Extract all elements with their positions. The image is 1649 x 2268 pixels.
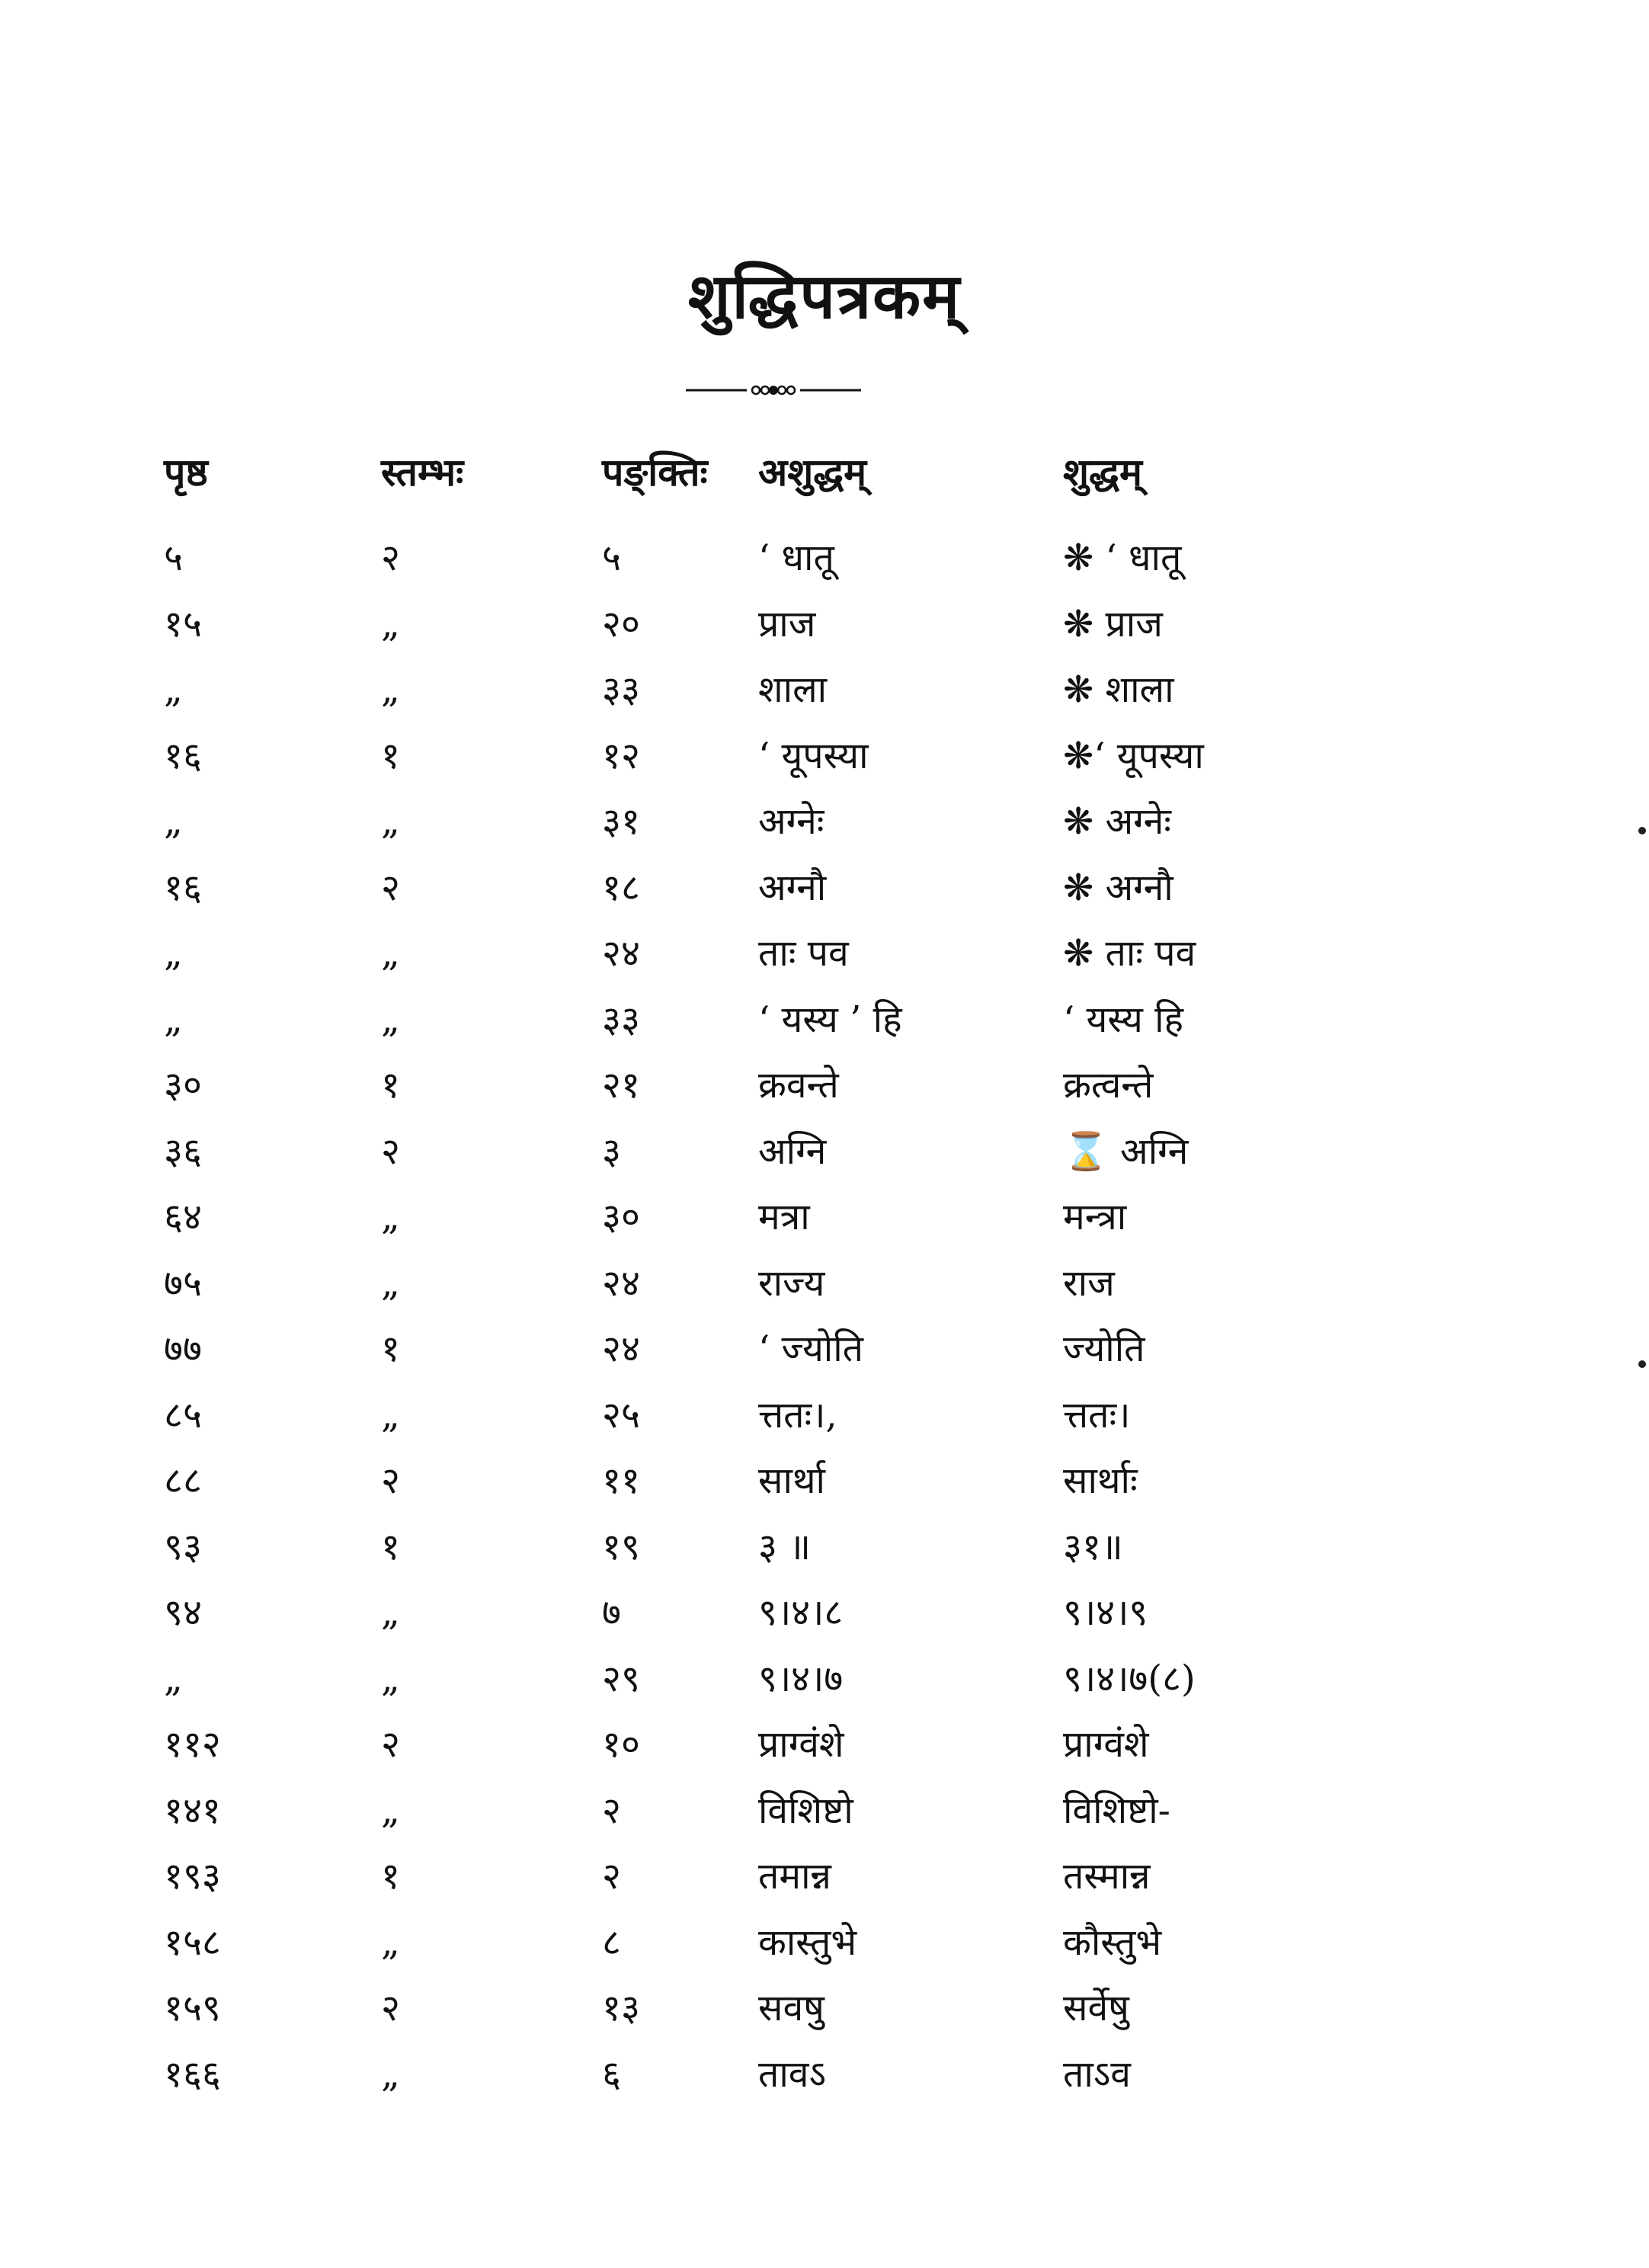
cell-correct: तस्मान्न: [1063, 1855, 1151, 1898]
cell-page: „: [164, 932, 183, 975]
cell-column: २: [381, 1459, 400, 1502]
header-line: पङ्क्तिः: [602, 450, 708, 495]
cell-column: „: [381, 1657, 400, 1700]
table-row: [0, 1780, 1649, 1841]
cell-line: २०: [602, 602, 640, 645]
table-row: [0, 1978, 1649, 2039]
cell-incorrect: सवषु: [758, 1987, 824, 2029]
cell-column: „: [381, 668, 400, 711]
margin-speck: [1638, 1360, 1646, 1368]
table-row: [0, 857, 1649, 918]
cell-correct: क्रत्वन्ते: [1063, 1064, 1154, 1107]
cell-correct: ताऽव: [1063, 2052, 1131, 2096]
title-ornament: [686, 381, 861, 399]
cell-column: „: [381, 932, 400, 975]
cell-incorrect: त्ततः।,: [758, 1393, 837, 1437]
cell-incorrect: तावऽ: [758, 2052, 826, 2096]
cell-column: १: [381, 1525, 400, 1568]
cell-column: „: [381, 602, 400, 645]
table-row: [0, 1121, 1649, 1182]
cell-correct: ❋‘ यूपस्या: [1063, 734, 1204, 777]
cell-line: १३: [602, 1987, 640, 2029]
cell-page: १६: [164, 734, 202, 777]
cell-column: „: [381, 1789, 400, 1832]
cell-incorrect: ३ ॥: [758, 1525, 811, 1568]
cell-line: २५: [602, 1393, 640, 1437]
cell-line: १९: [602, 1525, 640, 1568]
cell-page: ८५: [164, 1393, 202, 1437]
table-row: [0, 1385, 1649, 1446]
table-row: [0, 659, 1649, 720]
cell-line: ३०: [602, 1196, 640, 1238]
cell-line: ३३: [602, 998, 640, 1041]
cell-column: „: [381, 2052, 400, 2096]
cell-page: ३६: [164, 1129, 202, 1173]
cell-incorrect: क्रवन्ते: [758, 1064, 839, 1107]
cell-page: ९४: [164, 1591, 202, 1634]
cell-incorrect: अग्नेः: [758, 800, 824, 843]
cell-incorrect: प्राज: [758, 602, 816, 645]
cell-incorrect: राज्य: [758, 1261, 825, 1305]
cell-page: १४१: [164, 1789, 221, 1832]
cell-correct: ❋ शाला: [1063, 668, 1174, 711]
cell-incorrect: शाला: [758, 668, 828, 711]
cell-incorrect: ‘ यूपस्या: [758, 734, 869, 777]
cell-correct: ३१॥: [1063, 1525, 1123, 1568]
table-row: [0, 923, 1649, 984]
cell-page: „: [164, 668, 183, 711]
cell-line: २४: [602, 1328, 640, 1370]
cell-page: ९३: [164, 1525, 202, 1568]
cell-line: ३१: [602, 800, 640, 843]
table-row: [0, 1187, 1649, 1248]
header-column: स्तम्भः: [381, 450, 464, 495]
cell-line: २९: [602, 1657, 640, 1700]
cell-page: १६६: [164, 2052, 221, 2096]
table-row: [0, 1714, 1649, 1775]
cell-incorrect: कास्तुभे: [758, 1920, 857, 1964]
table-row: [0, 791, 1649, 852]
cell-correct: ज्योति: [1063, 1328, 1145, 1370]
table-row: [0, 527, 1649, 588]
cell-page: १६: [164, 866, 202, 909]
table-row: [0, 989, 1649, 1050]
cell-line: २१: [602, 1064, 640, 1107]
cell-incorrect: तमान्न: [758, 1855, 831, 1898]
cell-page: ७५: [164, 1261, 202, 1305]
cell-column: „: [381, 1261, 400, 1305]
cell-column: २: [381, 1987, 400, 2029]
cell-page: १५८: [164, 1920, 221, 1964]
cell-page: १९३: [164, 1855, 221, 1898]
cell-correct: ९।४।९: [1063, 1591, 1148, 1634]
table-row: [0, 594, 1649, 655]
cell-column: २: [381, 1129, 400, 1173]
cell-incorrect: अग्नि: [758, 1129, 827, 1173]
cell-column: „: [381, 1196, 400, 1238]
table-row: [0, 1517, 1649, 1578]
table-row: [0, 1055, 1649, 1116]
cell-column: „: [381, 998, 400, 1041]
cell-line: ७: [602, 1591, 621, 1634]
cell-incorrect: प्राग्वंशे: [758, 1723, 844, 1766]
cell-correct: ❋ ‘ धातू: [1063, 537, 1182, 579]
cell-correct: ‘ यस्य हि: [1063, 998, 1184, 1041]
cell-column: १: [381, 1328, 400, 1370]
cell-incorrect: ‘ धातू: [758, 537, 834, 579]
cell-page: ८८: [164, 1459, 202, 1502]
cell-line: ५: [602, 537, 621, 579]
cell-page: „: [164, 1657, 183, 1700]
cell-incorrect: ‘ ज्योति: [758, 1328, 864, 1370]
cell-column: „: [381, 800, 400, 843]
cell-line: १२: [602, 734, 640, 777]
table-header: [0, 442, 1649, 503]
cell-line: २४: [602, 1261, 640, 1305]
cell-column: २: [381, 1723, 400, 1766]
cell-line: ३३: [602, 668, 640, 711]
table-row: [0, 2044, 1649, 2105]
table-row: [0, 1450, 1649, 1511]
cell-correct: ❋ अग्नेः: [1063, 800, 1171, 843]
header-incorrect: अशुद्धम्: [758, 450, 867, 495]
cell-incorrect: ९।४।७: [758, 1657, 844, 1700]
cell-page: १५९: [164, 1987, 221, 2029]
cell-column: २: [381, 866, 400, 909]
cell-incorrect: विशिष्टो: [758, 1789, 853, 1832]
table-row: [0, 1318, 1649, 1379]
table-row: [0, 1846, 1649, 1907]
cell-line: ११: [602, 1459, 640, 1502]
cell-line: १०: [602, 1723, 640, 1766]
cell-column: „: [381, 1591, 400, 1634]
table-row: [0, 726, 1649, 786]
cell-line: २: [602, 1855, 621, 1898]
cell-correct: ❋ अग्नौ: [1063, 866, 1174, 909]
cell-column: २: [381, 537, 400, 579]
cell-page: ३०: [164, 1064, 202, 1107]
cell-column: „: [381, 1393, 400, 1437]
cell-page: १५: [164, 602, 202, 645]
cell-line: २४: [602, 932, 640, 975]
cell-incorrect: मत्रा: [758, 1196, 810, 1238]
header-page: पृष्ठ: [164, 450, 208, 495]
cell-column: „: [381, 1920, 400, 1964]
cell-page: ११२: [164, 1723, 221, 1766]
cell-line: २: [602, 1789, 621, 1832]
cell-column: १: [381, 734, 400, 777]
cell-correct: ९।४।७(८): [1063, 1657, 1196, 1700]
cell-line: ६: [602, 2052, 621, 2096]
cell-page: ७७: [164, 1328, 202, 1370]
cell-line: ८: [602, 1920, 621, 1964]
cell-column: १: [381, 1855, 400, 1898]
cell-correct: ❋ ताः पव: [1063, 932, 1196, 975]
cell-page: „: [164, 800, 183, 843]
cell-correct: प्राग्वंशे: [1063, 1723, 1149, 1766]
cell-incorrect: सार्था: [758, 1459, 825, 1502]
cell-correct: सर्वेषु: [1063, 1987, 1129, 2029]
cell-correct: मन्त्रा: [1063, 1196, 1127, 1238]
cell-correct: सार्थाः: [1063, 1459, 1138, 1502]
cell-correct: विशिष्टो-: [1063, 1789, 1170, 1832]
cell-line: ३: [602, 1129, 621, 1173]
cell-page: ६४: [164, 1196, 202, 1238]
table-row: [0, 1912, 1649, 1973]
cell-incorrect: ताः पव: [758, 932, 849, 975]
cell-correct: ⌛ अग्नि: [1063, 1129, 1189, 1173]
cell-page: ५: [164, 537, 183, 579]
table-row: [0, 1582, 1649, 1643]
table-row: [0, 1253, 1649, 1314]
cell-incorrect: ‘ यस्य ’ हि: [758, 998, 902, 1041]
table-row: [0, 1648, 1649, 1709]
cell-correct: त्ततः।: [1063, 1393, 1131, 1437]
cell-correct: कौस्तुभे: [1063, 1920, 1162, 1964]
cell-line: १८: [602, 866, 640, 909]
header-correct: शुद्धम्: [1063, 450, 1142, 495]
cell-incorrect: ९।४।८: [758, 1591, 844, 1634]
cell-incorrect: अग्नौ: [758, 866, 827, 909]
margin-speck: [1638, 827, 1646, 834]
cell-correct: राज: [1063, 1261, 1115, 1305]
cell-column: १: [381, 1064, 400, 1107]
cell-correct: ❋ प्राज: [1063, 602, 1163, 645]
page-title: शुद्धिपत्रकम्: [687, 260, 962, 333]
cell-page: „: [164, 998, 183, 1041]
